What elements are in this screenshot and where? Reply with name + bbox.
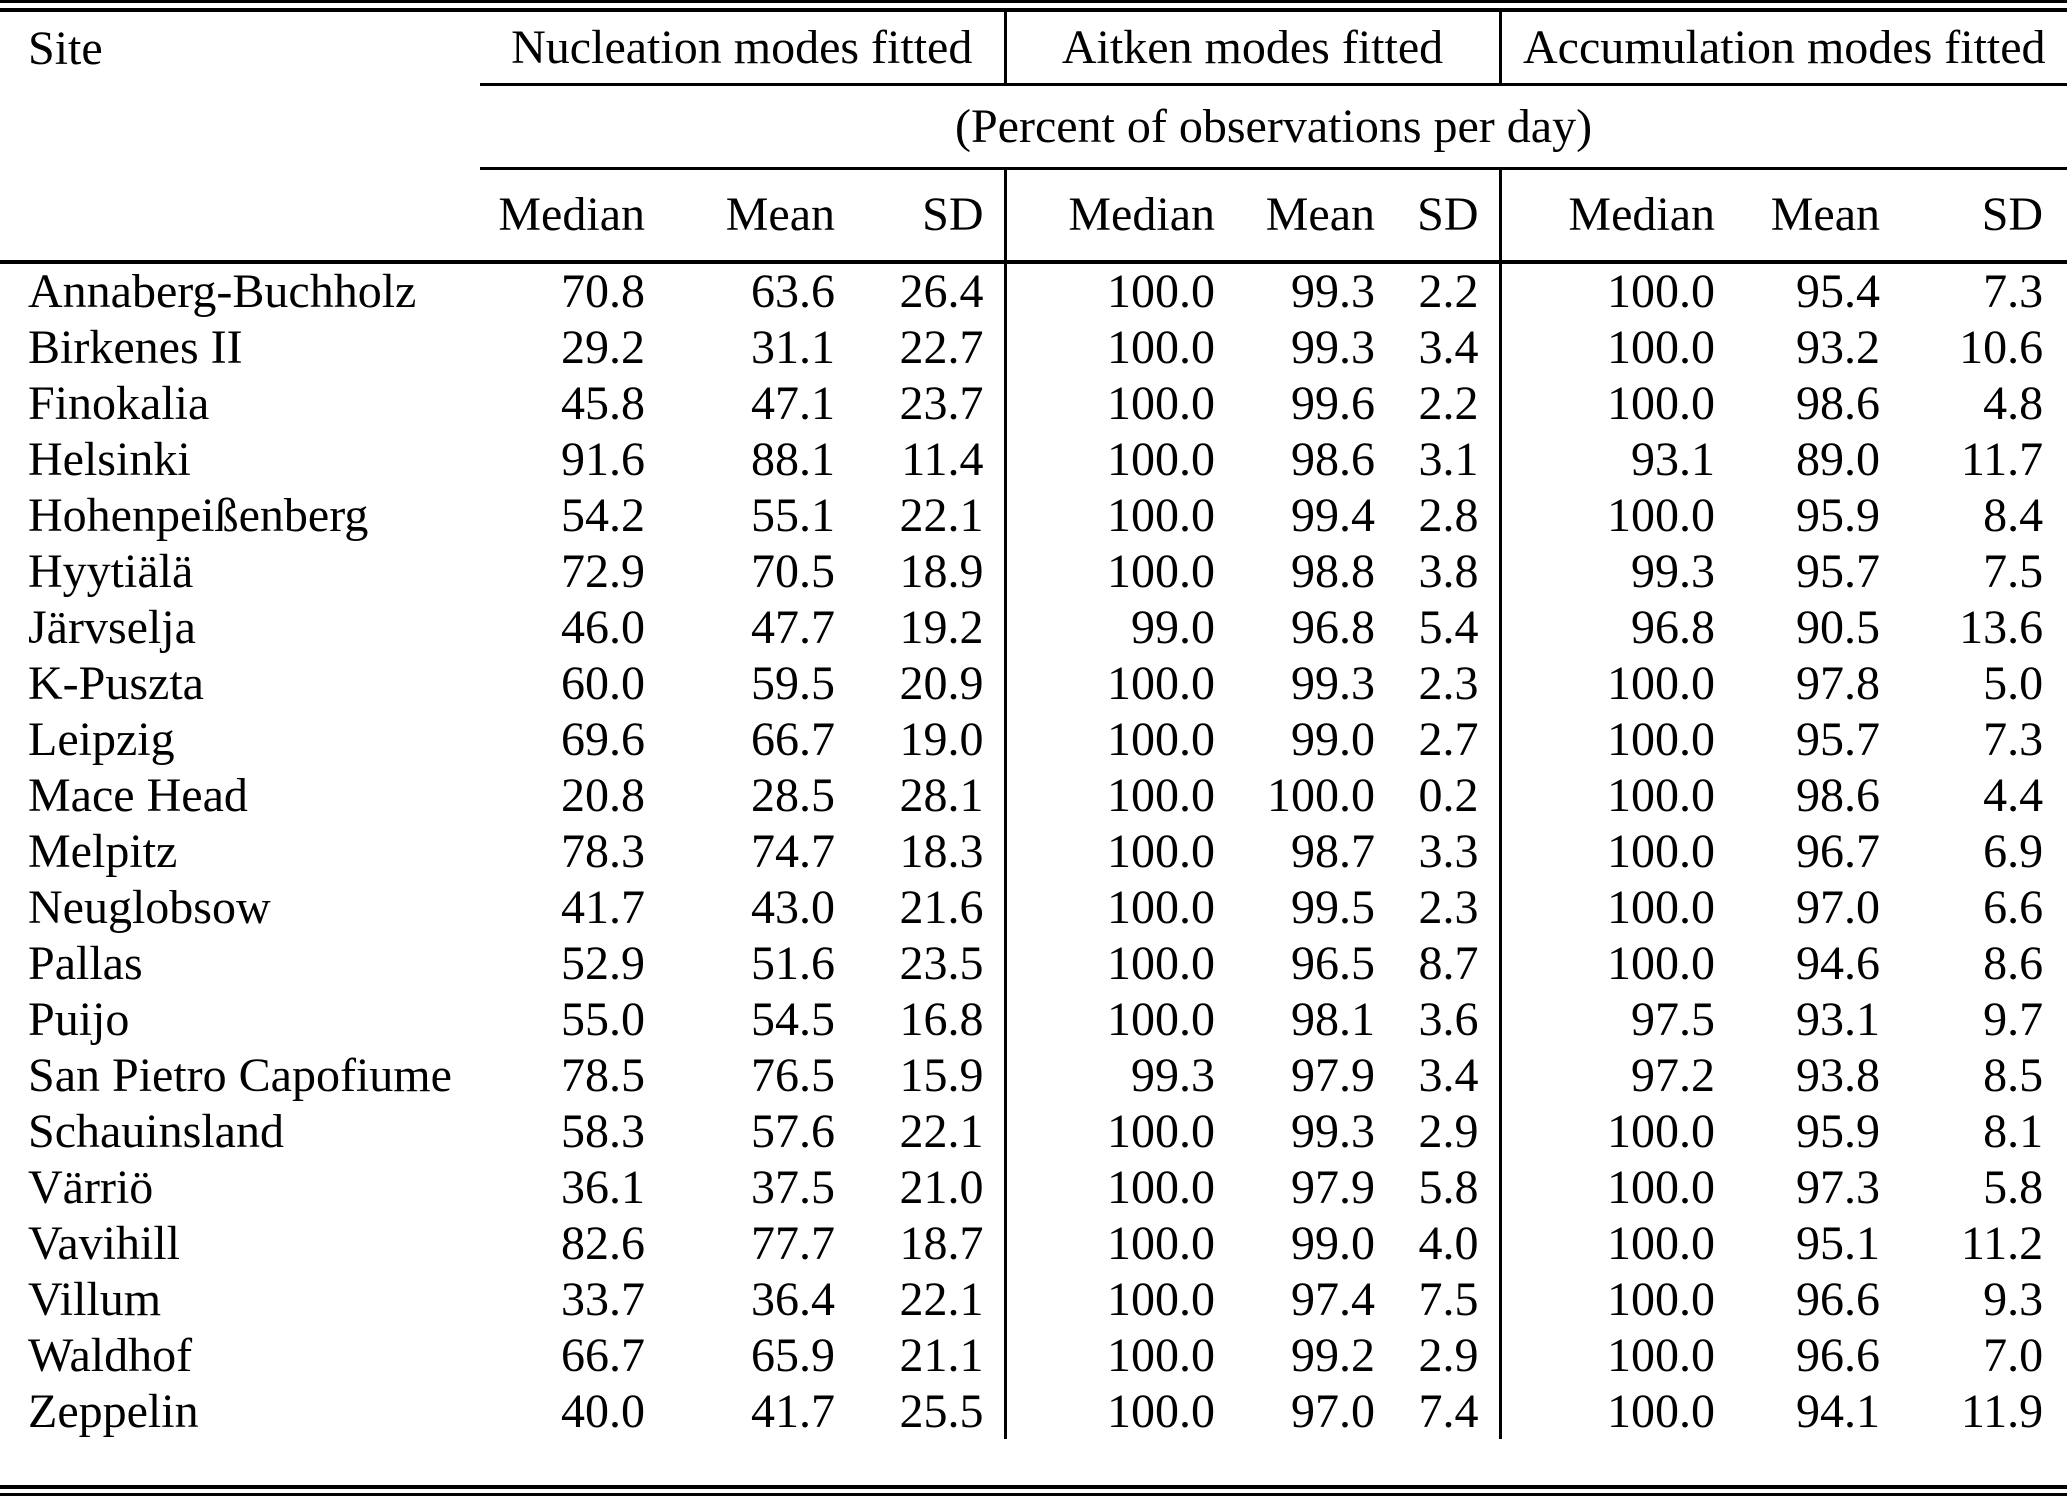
table-row (0, 319, 2067, 375)
aitken-mean-cell: 97.9 (1291, 1048, 1375, 1102)
nucleation-mean-cell: 36.4 (751, 1272, 835, 1326)
nucleation-mean-cell: 59.5 (751, 656, 835, 710)
accumulation-median-cell: 100.0 (1500, 879, 1735, 935)
nucleation-mean-cell: 65.9 (751, 1328, 835, 1382)
table-row (0, 655, 2067, 711)
accumulation-mean-cell: 93.2 (1796, 320, 1881, 374)
aitken-sd-cell: 2.9 (1418, 1328, 1479, 1382)
nucleation-sd-cell: 21.1 (899, 1328, 984, 1382)
table-row (0, 1215, 2067, 1271)
bottom-rule (0, 1485, 2067, 1496)
aitken-mean-cell: 99.0 (1291, 1216, 1375, 1270)
group-header-row (0, 12, 2067, 84)
aitken-sd-cell: 0.2 (1418, 768, 1479, 822)
table-row (0, 599, 2067, 655)
aitken-sd-cell: 2.3 (1418, 656, 1479, 710)
table-row (0, 1159, 2067, 1215)
nucleation-median-cell: 60.0 (561, 656, 645, 710)
accumulation-mean-cell: 93.1 (1796, 992, 1881, 1046)
aitken-median-cell: 100.0 (1005, 543, 1235, 599)
accumulation-median-cell: 100.0 (1500, 1271, 1735, 1327)
aitken-sd-cell: 3.4 (1418, 1048, 1479, 1102)
accumulation-median-cell: 93.1 (1500, 431, 1735, 487)
aitken-sd-cell: 3.6 (1418, 992, 1479, 1046)
aitken-sd-cell: 4.0 (1418, 1216, 1479, 1270)
aitken-median-cell: 100.0 (1005, 1383, 1235, 1439)
accumulation-sd-cell: 9.7 (1983, 992, 2044, 1046)
accumulation-sd-cell: 7.3 (1983, 712, 2044, 766)
accumulation-median-cell: 100.0 (1500, 767, 1735, 823)
site-column-header: Site (28, 21, 103, 75)
aitken-mean-cell: 99.3 (1291, 320, 1375, 374)
nucleation-median-cell: 58.3 (561, 1104, 645, 1158)
nucleation-mean-cell: 77.7 (751, 1216, 835, 1270)
nucleation-mean-cell: 28.5 (751, 768, 835, 822)
accumulation-sd-cell: 7.3 (1983, 265, 2044, 318)
site-cell: Finokalia (28, 376, 210, 430)
aitken-sd-cell: 3.4 (1418, 320, 1479, 374)
aitken-sd-cell: 3.8 (1418, 544, 1479, 598)
aitken-mean-cell: 99.0 (1291, 712, 1375, 766)
accumulation-sd-cell: 4.8 (1983, 376, 2044, 430)
stat-header-row (0, 168, 2067, 262)
accumulation-mean-cell: 95.9 (1796, 1104, 1881, 1158)
nucleation-mean-cell: 51.6 (751, 936, 835, 990)
table-row (0, 543, 2067, 599)
accumulation-sd-cell: 8.5 (1983, 1048, 2044, 1102)
accumulation-sd-cell: 6.9 (1983, 824, 2044, 878)
accumulation-median-cell: 97.5 (1500, 991, 1735, 1047)
aitken-mean-cell: 99.2 (1291, 1328, 1375, 1382)
aitken-median-cell: 100.0 (1005, 767, 1235, 823)
accumulation-sd-cell: 5.0 (1983, 656, 2044, 710)
accumulation-median-cell: 96.8 (1500, 599, 1735, 655)
nucleation-median-cell: 72.9 (561, 544, 645, 598)
accumulation-sd-cell: 13.6 (1959, 600, 2044, 654)
nucleation-sd-cell: 22.1 (899, 488, 984, 542)
nucleation-sd-cell: 11.4 (901, 432, 984, 486)
nucleation-median-cell: 46.0 (561, 600, 645, 654)
aitken-sd-cell: 8.7 (1418, 936, 1479, 990)
table-header (0, 12, 2067, 262)
aitken-mean-cell: 97.0 (1291, 1384, 1375, 1438)
stat-header-spacer-cell (0, 168, 480, 262)
top-rule (0, 0, 2067, 12)
site-cell: Annaberg-Buchholz (28, 265, 417, 318)
nucleation-sd-cell: 21.0 (899, 1160, 984, 1214)
aitken-sd-cell: 2.7 (1418, 712, 1479, 766)
aitken-mean-cell: 99.4 (1291, 488, 1375, 542)
table-row (0, 487, 2067, 543)
nucleation-mean-cell: 41.7 (751, 1384, 835, 1438)
accumulation-mean-cell: 95.9 (1796, 488, 1881, 542)
accumulation-median-header: Median (1500, 168, 1735, 262)
site-cell: Leipzig (28, 712, 175, 766)
aitken-sd-cell: 2.8 (1418, 488, 1479, 542)
accumulation-mean-cell: 97.8 (1796, 656, 1881, 710)
nucleation-mean-cell: 63.6 (751, 265, 835, 318)
aitken-median-cell: 100.0 (1005, 935, 1235, 991)
accumulation-sd-header: SD (1900, 168, 2067, 262)
accumulation-mean-cell: 96.6 (1796, 1272, 1881, 1326)
nucleation-sd-header: SD (855, 168, 1005, 262)
accumulation-sd-cell: 8.6 (1983, 936, 2044, 990)
nucleation-sd-cell: 18.3 (899, 824, 984, 878)
nucleation-sd-cell: 23.7 (899, 376, 984, 430)
accumulation-sd-cell: 11.2 (1960, 1216, 2044, 1270)
nucleation-sd-cell: 25.5 (899, 1384, 984, 1438)
site-cell: San Pietro Capofiume (28, 1048, 452, 1102)
aitken-mean-cell: 96.5 (1291, 936, 1375, 990)
nucleation-sd-cell: 19.2 (899, 600, 984, 654)
accumulation-mean-header: Mean (1735, 168, 1900, 262)
accumulation-sd-cell: 11.9 (1960, 1384, 2044, 1438)
accumulation-mean-cell: 96.7 (1796, 824, 1881, 878)
nucleation-mean-header: Mean (665, 168, 855, 262)
table-row (0, 991, 2067, 1047)
table-row (0, 262, 2067, 319)
nucleation-median-cell: 69.6 (561, 712, 645, 766)
nucleation-sd-cell: 21.6 (899, 880, 984, 934)
nucleation-median-cell: 55.0 (561, 992, 645, 1046)
accumulation-median-cell: 97.2 (1500, 1047, 1735, 1103)
accumulation-mean-cell: 98.6 (1796, 768, 1881, 822)
percent-subheader: (Percent of observations per day) (480, 84, 2067, 168)
site-cell: Waldhof (28, 1328, 193, 1382)
subheader-spacer-cell (0, 84, 480, 168)
nucleation-median-cell: 29.2 (561, 320, 645, 374)
nucleation-median-cell: 66.7 (561, 1328, 645, 1382)
nucleation-mean-cell: 76.5 (751, 1048, 835, 1102)
aitken-sd-cell: 5.4 (1418, 600, 1479, 654)
accumulation-sd-cell: 8.4 (1983, 488, 2044, 542)
aitken-median-cell: 100.0 (1005, 1103, 1235, 1159)
site-cell: Mace Head (28, 768, 248, 822)
aitken-mean-cell: 99.5 (1291, 880, 1375, 934)
aitken-sd-cell: 3.3 (1418, 824, 1479, 878)
bottom-rule-line-2 (0, 1493, 2067, 1496)
accumulation-sd-cell: 7.0 (1983, 1328, 2044, 1382)
nucleation-sd-cell: 28.1 (899, 768, 984, 822)
accumulation-mean-cell: 90.5 (1796, 600, 1881, 654)
nucleation-mean-cell: 37.5 (751, 1160, 835, 1214)
nucleation-sd-cell: 22.1 (899, 1272, 984, 1326)
site-cell: Pallas (28, 936, 143, 990)
accumulation-mean-cell: 97.0 (1796, 880, 1881, 934)
accumulation-sd-cell: 5.8 (1983, 1160, 2044, 1214)
aitken-mean-cell: 98.7 (1291, 824, 1375, 878)
site-cell: K-Puszta (28, 656, 204, 710)
nucleation-mean-cell: 74.7 (751, 824, 835, 878)
aitken-median-cell: 100.0 (1005, 375, 1235, 431)
nucleation-sd-cell: 18.7 (899, 1216, 984, 1270)
accumulation-sd-cell: 9.3 (1983, 1272, 2044, 1326)
aitken-sd-cell: 2.2 (1418, 376, 1479, 430)
table-row (0, 431, 2067, 487)
nucleation-median-cell: 20.8 (561, 768, 645, 822)
nucleation-median-cell: 54.2 (561, 488, 645, 542)
nucleation-median-cell: 45.8 (561, 376, 645, 430)
aitken-mean-cell: 99.3 (1291, 265, 1375, 318)
nucleation-median-cell: 40.0 (561, 1384, 645, 1438)
accumulation-sd-cell: 6.6 (1983, 880, 2044, 934)
site-cell: Vavihill (28, 1216, 180, 1270)
site-cell: Järvselja (28, 600, 196, 654)
aitken-mean-cell: 97.9 (1291, 1160, 1375, 1214)
site-cell: Hohenpeißenberg (28, 488, 369, 542)
aitken-sd-cell: 2.3 (1418, 880, 1479, 934)
accumulation-mean-cell: 95.4 (1796, 265, 1881, 318)
table-row (0, 1383, 2067, 1439)
accumulation-sd-cell: 10.6 (1959, 320, 2044, 374)
group-header-aitken: Aitken modes fitted (1005, 12, 1500, 84)
nucleation-mean-cell: 43.0 (751, 880, 835, 934)
aitken-median-cell: 100.0 (1005, 823, 1235, 879)
accumulation-median-cell: 100.0 (1500, 1215, 1735, 1271)
site-cell: Puijo (28, 992, 130, 1046)
aitken-median-cell: 100.0 (1005, 1159, 1235, 1215)
group-header-nucleation: Nucleation modes fitted (480, 12, 1005, 84)
aitken-median-cell: 100.0 (1005, 991, 1235, 1047)
aitken-sd-cell: 7.4 (1418, 1384, 1479, 1438)
aitken-median-cell: 100.0 (1005, 655, 1235, 711)
accumulation-median-cell: 100.0 (1500, 1159, 1735, 1215)
nucleation-mean-cell: 55.1 (751, 488, 835, 542)
nucleation-median-cell: 52.9 (561, 936, 645, 990)
accumulation-mean-cell: 96.6 (1796, 1328, 1881, 1382)
accumulation-mean-cell: 95.7 (1796, 712, 1881, 766)
aitken-median-cell: 100.0 (1005, 262, 1235, 319)
aitken-mean-cell: 99.6 (1291, 376, 1375, 430)
accumulation-mean-cell: 95.1 (1796, 1216, 1881, 1270)
aitken-median-cell: 100.0 (1005, 431, 1235, 487)
aitken-mean-cell: 99.3 (1291, 1104, 1375, 1158)
site-cell: Helsinki (28, 432, 191, 486)
nucleation-mean-cell: 47.1 (751, 376, 835, 430)
aitken-mean-cell: 98.1 (1291, 992, 1375, 1046)
accumulation-median-cell: 100.0 (1500, 1327, 1735, 1383)
nucleation-median-cell: 82.6 (561, 1216, 645, 1270)
accumulation-mean-cell: 94.1 (1796, 1384, 1881, 1438)
site-cell: Villum (28, 1272, 162, 1326)
accumulation-mean-cell: 94.6 (1796, 936, 1881, 990)
nucleation-sd-cell: 19.0 (899, 712, 984, 766)
accumulation-median-cell: 100.0 (1500, 487, 1735, 543)
aitken-median-cell: 100.0 (1005, 1215, 1235, 1271)
aitken-mean-cell: 99.3 (1291, 656, 1375, 710)
aitken-sd-header: SD (1395, 168, 1500, 262)
aitken-mean-cell: 96.8 (1291, 600, 1375, 654)
accumulation-mean-cell: 97.3 (1796, 1160, 1881, 1214)
nucleation-sd-cell: 23.5 (899, 936, 984, 990)
nucleation-median-cell: 36.1 (561, 1160, 645, 1214)
accumulation-mean-cell: 98.6 (1796, 376, 1881, 430)
nucleation-median-cell: 78.3 (561, 824, 645, 878)
table-row (0, 879, 2067, 935)
accumulation-median-cell: 99.3 (1500, 543, 1735, 599)
table-row (0, 823, 2067, 879)
aitken-sd-cell: 7.5 (1418, 1272, 1479, 1326)
nucleation-sd-cell: 26.4 (899, 265, 984, 318)
nucleation-mean-cell: 57.6 (751, 1104, 835, 1158)
nucleation-sd-cell: 22.7 (899, 320, 984, 374)
accumulation-sd-cell: 7.5 (1983, 544, 2044, 598)
nucleation-median-header: Median (480, 168, 665, 262)
accumulation-median-cell: 100.0 (1500, 262, 1735, 319)
accumulation-median-cell: 100.0 (1500, 655, 1735, 711)
nucleation-median-cell: 41.7 (561, 880, 645, 934)
site-cell: Schauinsland (28, 1104, 284, 1158)
accumulation-median-cell: 100.0 (1500, 1103, 1735, 1159)
table-row (0, 375, 2067, 431)
bottom-spacer (0, 1439, 2067, 1485)
aitken-median-cell: 100.0 (1005, 711, 1235, 767)
site-cell: Hyytiälä (28, 544, 194, 598)
accumulation-mean-cell: 95.7 (1796, 544, 1881, 598)
aitken-mean-cell: 100.0 (1267, 768, 1375, 822)
aitken-median-header: Median (1005, 168, 1235, 262)
aitken-sd-cell: 2.2 (1418, 265, 1479, 318)
aitken-mean-cell: 98.8 (1291, 544, 1375, 598)
table-row (0, 1103, 2067, 1159)
table-row (0, 935, 2067, 991)
table-row (0, 1327, 2067, 1383)
accumulation-median-cell: 100.0 (1500, 935, 1735, 991)
table-row (0, 711, 2067, 767)
nucleation-median-cell: 78.5 (561, 1048, 645, 1102)
accumulation-median-cell: 100.0 (1500, 1383, 1735, 1439)
aitken-mean-header: Mean (1235, 168, 1395, 262)
nucleation-median-cell: 33.7 (561, 1272, 645, 1326)
aitken-median-cell: 99.3 (1005, 1047, 1235, 1103)
nucleation-mean-cell: 88.1 (751, 432, 835, 486)
accumulation-sd-cell: 4.4 (1983, 768, 2044, 822)
subheader-row (0, 84, 2067, 168)
aitken-median-cell: 100.0 (1005, 319, 1235, 375)
nucleation-sd-cell: 18.9 (899, 544, 984, 598)
nucleation-median-cell: 91.6 (561, 432, 645, 486)
aitken-mean-cell: 97.4 (1291, 1272, 1375, 1326)
accumulation-median-cell: 100.0 (1500, 823, 1735, 879)
site-cell: Värriö (28, 1160, 154, 1214)
aitken-median-cell: 100.0 (1005, 1271, 1235, 1327)
nucleation-mean-cell: 54.5 (751, 992, 835, 1046)
accumulation-sd-cell: 8.1 (1983, 1104, 2044, 1158)
nucleation-mean-cell: 47.7 (751, 600, 835, 654)
nucleation-mean-cell: 31.1 (751, 320, 835, 374)
table-row (0, 1271, 2067, 1327)
site-cell: Birkenes II (28, 320, 243, 374)
table-row (0, 767, 2067, 823)
nucleation-sd-cell: 15.9 (899, 1048, 984, 1102)
aitken-median-cell: 100.0 (1005, 879, 1235, 935)
site-cell: Neuglobsow (28, 880, 271, 934)
data-table (0, 12, 2067, 1439)
site-cell: Zeppelin (28, 1384, 199, 1438)
aitken-sd-cell: 2.9 (1418, 1104, 1479, 1158)
table-row (0, 1047, 2067, 1103)
nucleation-mean-cell: 70.5 (751, 544, 835, 598)
group-header-accumulation: Accumulation modes fitted (1500, 12, 2067, 84)
nucleation-mean-cell: 66.7 (751, 712, 835, 766)
accumulation-mean-cell: 89.0 (1796, 432, 1881, 486)
nucleation-sd-cell: 16.8 (899, 992, 984, 1046)
site-cell: Melpitz (28, 824, 178, 878)
nucleation-median-cell: 70.8 (561, 265, 645, 318)
accumulation-median-cell: 100.0 (1500, 319, 1735, 375)
aitken-median-cell: 100.0 (1005, 1327, 1235, 1383)
aitken-median-cell: 99.0 (1005, 599, 1235, 655)
aitken-sd-cell: 5.8 (1418, 1160, 1479, 1214)
aitken-sd-cell: 3.1 (1418, 432, 1479, 486)
nucleation-sd-cell: 20.9 (899, 656, 984, 710)
aitken-mean-cell: 98.6 (1291, 432, 1375, 486)
accumulation-sd-cell: 11.7 (1960, 432, 2044, 486)
accumulation-mean-cell: 93.8 (1796, 1048, 1881, 1102)
aitken-median-cell: 100.0 (1005, 487, 1235, 543)
nucleation-sd-cell: 22.1 (899, 1104, 984, 1158)
accumulation-median-cell: 100.0 (1500, 375, 1735, 431)
accumulation-median-cell: 100.0 (1500, 711, 1735, 767)
table-body (0, 262, 2067, 1439)
